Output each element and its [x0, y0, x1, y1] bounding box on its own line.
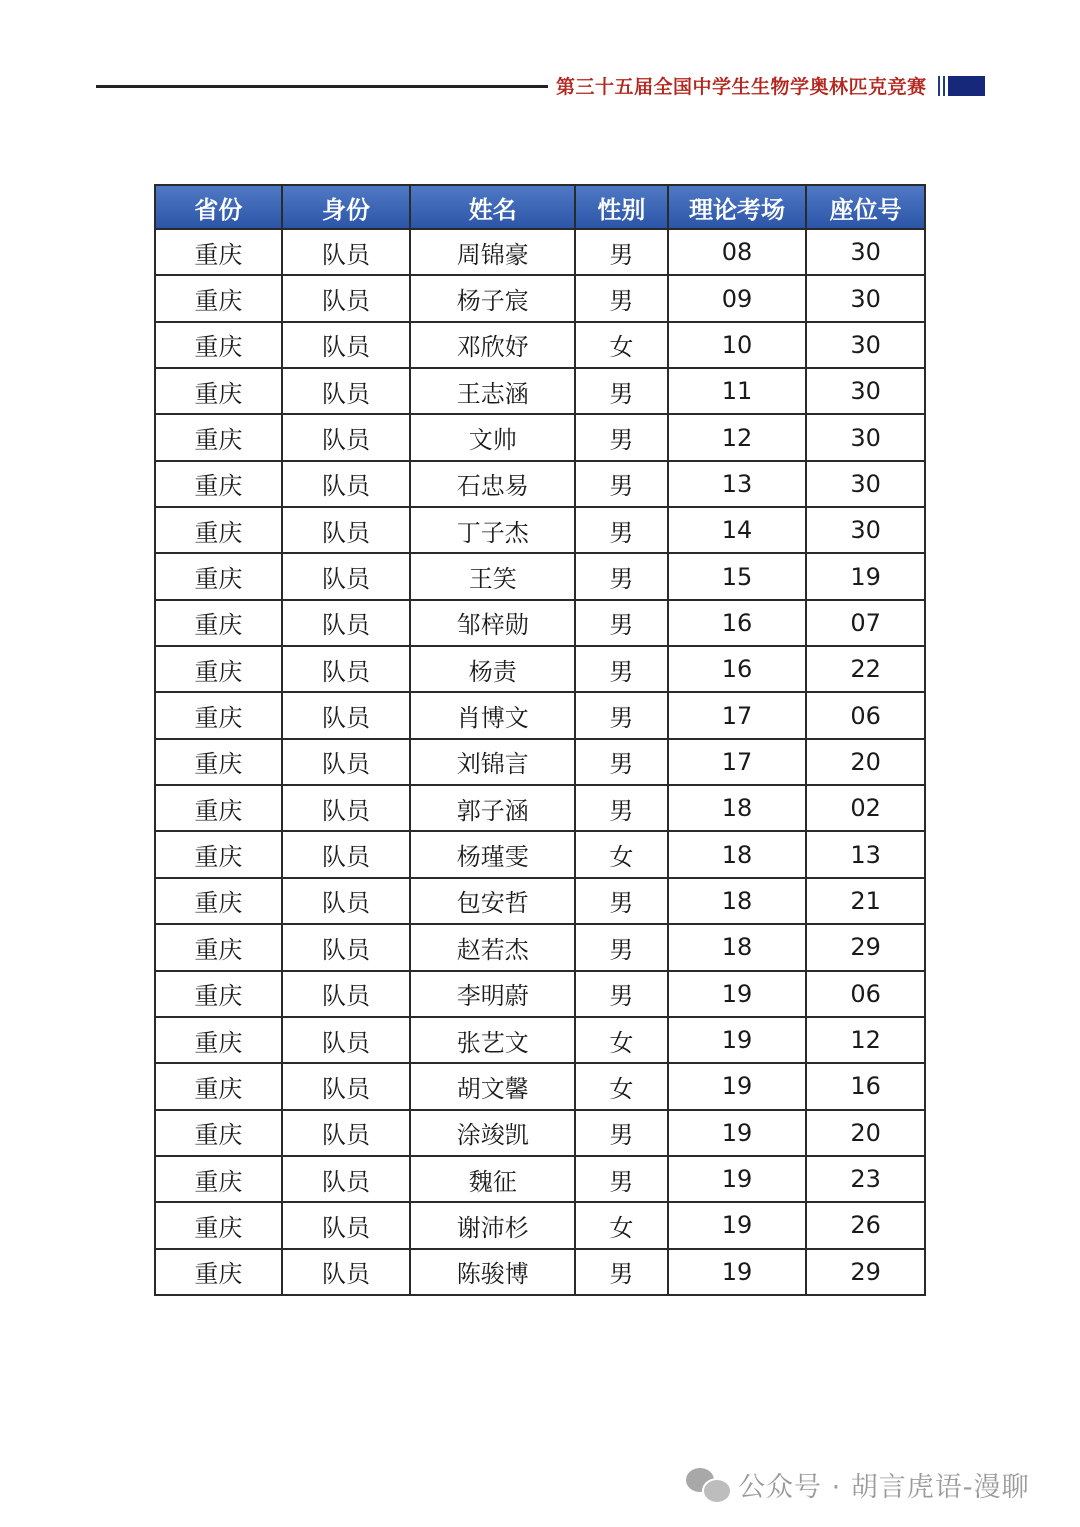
cell-role: 队员	[282, 739, 411, 785]
table-row	[155, 553, 925, 599]
cell-seat: 06	[806, 692, 925, 738]
table-row	[155, 322, 925, 368]
cell-exam-room: 15	[668, 553, 807, 599]
cell-exam-room: 19	[668, 1202, 807, 1248]
cell-name: 李明蔚	[410, 971, 575, 1017]
column-header-province: 省份	[155, 185, 282, 229]
cell-gender: 男	[575, 692, 667, 738]
cell-exam-room: 18	[668, 878, 807, 924]
cell-province: 重庆	[155, 831, 282, 877]
cell-exam-room: 16	[668, 600, 807, 646]
cell-seat: 21	[806, 878, 925, 924]
cell-name: 王笑	[410, 553, 575, 599]
cell-role: 队员	[282, 322, 411, 368]
cell-name: 郭子涵	[410, 785, 575, 831]
watermark-text: 公众号 · 胡言虎语-漫聊	[738, 1471, 1030, 1503]
cell-name: 邹梓勋	[410, 600, 575, 646]
cell-seat: 30	[806, 368, 925, 414]
cell-exam-room: 10	[668, 322, 807, 368]
cell-seat: 19	[806, 553, 925, 599]
table-row	[155, 646, 925, 692]
cell-gender: 男	[575, 600, 667, 646]
column-header-role: 身份	[282, 185, 411, 229]
cell-seat: 07	[806, 600, 925, 646]
cell-role: 队员	[282, 229, 411, 275]
column-header-exam-room: 理论考场	[668, 185, 807, 229]
cell-gender: 女	[575, 1017, 667, 1063]
watermark	[686, 1462, 1030, 1506]
cell-gender: 男	[575, 646, 667, 692]
cell-exam-room: 18	[668, 831, 807, 877]
cell-gender: 男	[575, 553, 667, 599]
cell-exam-room: 13	[668, 461, 807, 507]
table-row	[155, 1156, 925, 1202]
table-row	[155, 507, 925, 553]
cell-exam-room: 08	[668, 229, 807, 275]
document-title: 第三十五届全国中学生生物学奥林匹克竞赛	[556, 76, 927, 98]
header-rule	[96, 85, 548, 88]
table-row	[155, 971, 925, 1017]
cell-name: 杨子宸	[410, 275, 575, 321]
table-body	[155, 229, 925, 1295]
cell-province: 重庆	[155, 507, 282, 553]
cell-province: 重庆	[155, 739, 282, 785]
cell-role: 队员	[282, 368, 411, 414]
cell-role: 队员	[282, 924, 411, 970]
cell-province: 重庆	[155, 1017, 282, 1063]
cell-role: 队员	[282, 461, 411, 507]
cell-seat: 29	[806, 1249, 925, 1295]
cell-province: 重庆	[155, 924, 282, 970]
cell-name: 刘锦言	[410, 739, 575, 785]
cell-seat: 06	[806, 971, 925, 1017]
cell-name: 石忠易	[410, 461, 575, 507]
cell-role: 队员	[282, 878, 411, 924]
cell-province: 重庆	[155, 229, 282, 275]
cell-name: 邓欣妤	[410, 322, 575, 368]
cell-province: 重庆	[155, 368, 282, 414]
cell-name: 胡文馨	[410, 1063, 575, 1109]
cell-gender: 男	[575, 924, 667, 970]
cell-province: 重庆	[155, 1249, 282, 1295]
cell-seat: 02	[806, 785, 925, 831]
cell-province: 重庆	[155, 692, 282, 738]
cell-seat: 23	[806, 1156, 925, 1202]
cell-gender: 男	[575, 878, 667, 924]
table-row	[155, 461, 925, 507]
cell-seat: 30	[806, 507, 925, 553]
cell-province: 重庆	[155, 275, 282, 321]
cell-gender: 男	[575, 739, 667, 785]
cell-exam-room: 14	[668, 507, 807, 553]
table-row	[155, 831, 925, 877]
cell-gender: 男	[575, 1110, 667, 1156]
cell-name: 陈骏博	[410, 1249, 575, 1295]
cell-province: 重庆	[155, 1202, 282, 1248]
cell-name: 杨瑾雯	[410, 831, 575, 877]
cell-role: 队员	[282, 1110, 411, 1156]
table-row	[155, 1110, 925, 1156]
cell-province: 重庆	[155, 414, 282, 460]
cell-gender: 男	[575, 971, 667, 1017]
cell-gender: 男	[575, 507, 667, 553]
cell-name: 丁子杰	[410, 507, 575, 553]
accent-bar	[938, 76, 940, 96]
cell-role: 队员	[282, 971, 411, 1017]
cell-role: 队员	[282, 507, 411, 553]
table-row	[155, 368, 925, 414]
cell-role: 队员	[282, 646, 411, 692]
table-row	[155, 1202, 925, 1248]
cell-province: 重庆	[155, 1110, 282, 1156]
cell-role: 队员	[282, 785, 411, 831]
table-row	[155, 739, 925, 785]
cell-role: 队员	[282, 600, 411, 646]
cell-exam-room: 18	[668, 785, 807, 831]
cell-name: 涂竣凯	[410, 1110, 575, 1156]
cell-role: 队员	[282, 1156, 411, 1202]
cell-gender: 男	[575, 461, 667, 507]
cell-exam-room: 16	[668, 646, 807, 692]
cell-province: 重庆	[155, 1063, 282, 1109]
cell-province: 重庆	[155, 553, 282, 599]
cell-exam-room: 18	[668, 924, 807, 970]
table-row	[155, 1063, 925, 1109]
cell-role: 队员	[282, 1249, 411, 1295]
cell-name: 张艺文	[410, 1017, 575, 1063]
cell-gender: 男	[575, 1249, 667, 1295]
cell-province: 重庆	[155, 461, 282, 507]
cell-gender: 男	[575, 229, 667, 275]
cell-seat: 12	[806, 1017, 925, 1063]
cell-exam-room: 11	[668, 368, 807, 414]
cell-gender: 男	[575, 1156, 667, 1202]
cell-exam-room: 19	[668, 1249, 807, 1295]
cell-gender: 男	[575, 785, 667, 831]
cell-name: 魏征	[410, 1156, 575, 1202]
cell-seat: 30	[806, 275, 925, 321]
cell-seat: 20	[806, 739, 925, 785]
cell-seat: 30	[806, 414, 925, 460]
cell-name: 文帅	[410, 414, 575, 460]
cell-role: 队员	[282, 1017, 411, 1063]
cell-exam-room: 19	[668, 1156, 807, 1202]
cell-seat: 13	[806, 831, 925, 877]
cell-role: 队员	[282, 1202, 411, 1248]
cell-gender: 女	[575, 1202, 667, 1248]
cell-exam-room: 19	[668, 1110, 807, 1156]
cell-role: 队员	[282, 275, 411, 321]
cell-gender: 女	[575, 1063, 667, 1109]
accent-block	[948, 76, 985, 96]
cell-gender: 男	[575, 275, 667, 321]
cell-exam-room: 19	[668, 1063, 807, 1109]
wechat-icon	[686, 1466, 730, 1502]
cell-gender: 女	[575, 831, 667, 877]
cell-province: 重庆	[155, 600, 282, 646]
cell-role: 队员	[282, 553, 411, 599]
table-row	[155, 275, 925, 321]
cell-exam-room: 17	[668, 692, 807, 738]
cell-province: 重庆	[155, 971, 282, 1017]
cell-gender: 男	[575, 414, 667, 460]
cell-exam-room: 19	[668, 1017, 807, 1063]
cell-name: 包安哲	[410, 878, 575, 924]
table-row	[155, 1249, 925, 1295]
cell-province: 重庆	[155, 785, 282, 831]
table-row	[155, 878, 925, 924]
accent-bar	[943, 76, 945, 96]
cell-name: 谢沛杉	[410, 1202, 575, 1248]
cell-role: 队员	[282, 692, 411, 738]
cell-seat: 26	[806, 1202, 925, 1248]
cell-name: 肖博文	[410, 692, 575, 738]
cell-exam-room: 09	[668, 275, 807, 321]
table-row	[155, 924, 925, 970]
cell-name: 王志涵	[410, 368, 575, 414]
table-row	[155, 229, 925, 275]
cell-seat: 29	[806, 924, 925, 970]
cell-province: 重庆	[155, 322, 282, 368]
table-row	[155, 692, 925, 738]
cell-seat: 22	[806, 646, 925, 692]
cell-role: 队员	[282, 414, 411, 460]
cell-seat: 30	[806, 461, 925, 507]
column-header-name: 姓名	[410, 185, 575, 229]
cell-province: 重庆	[155, 646, 282, 692]
table-row	[155, 414, 925, 460]
cell-exam-room: 17	[668, 739, 807, 785]
cell-exam-room: 12	[668, 414, 807, 460]
cell-gender: 女	[575, 322, 667, 368]
table-header-row	[155, 185, 925, 229]
cell-province: 重庆	[155, 878, 282, 924]
cell-seat: 30	[806, 229, 925, 275]
table-row	[155, 785, 925, 831]
cell-role: 队员	[282, 1063, 411, 1109]
table-row	[155, 1017, 925, 1063]
cell-gender: 男	[575, 368, 667, 414]
cell-province: 重庆	[155, 1156, 282, 1202]
cell-seat: 20	[806, 1110, 925, 1156]
cell-seat: 30	[806, 322, 925, 368]
cell-name: 周锦豪	[410, 229, 575, 275]
cell-exam-room: 19	[668, 971, 807, 1017]
roster-table	[154, 184, 926, 1296]
cell-name: 杨责	[410, 646, 575, 692]
cell-role: 队员	[282, 831, 411, 877]
cell-name: 赵若杰	[410, 924, 575, 970]
column-header-seat: 座位号	[806, 185, 925, 229]
column-header-gender: 性别	[575, 185, 667, 229]
table-row	[155, 600, 925, 646]
cell-seat: 16	[806, 1063, 925, 1109]
